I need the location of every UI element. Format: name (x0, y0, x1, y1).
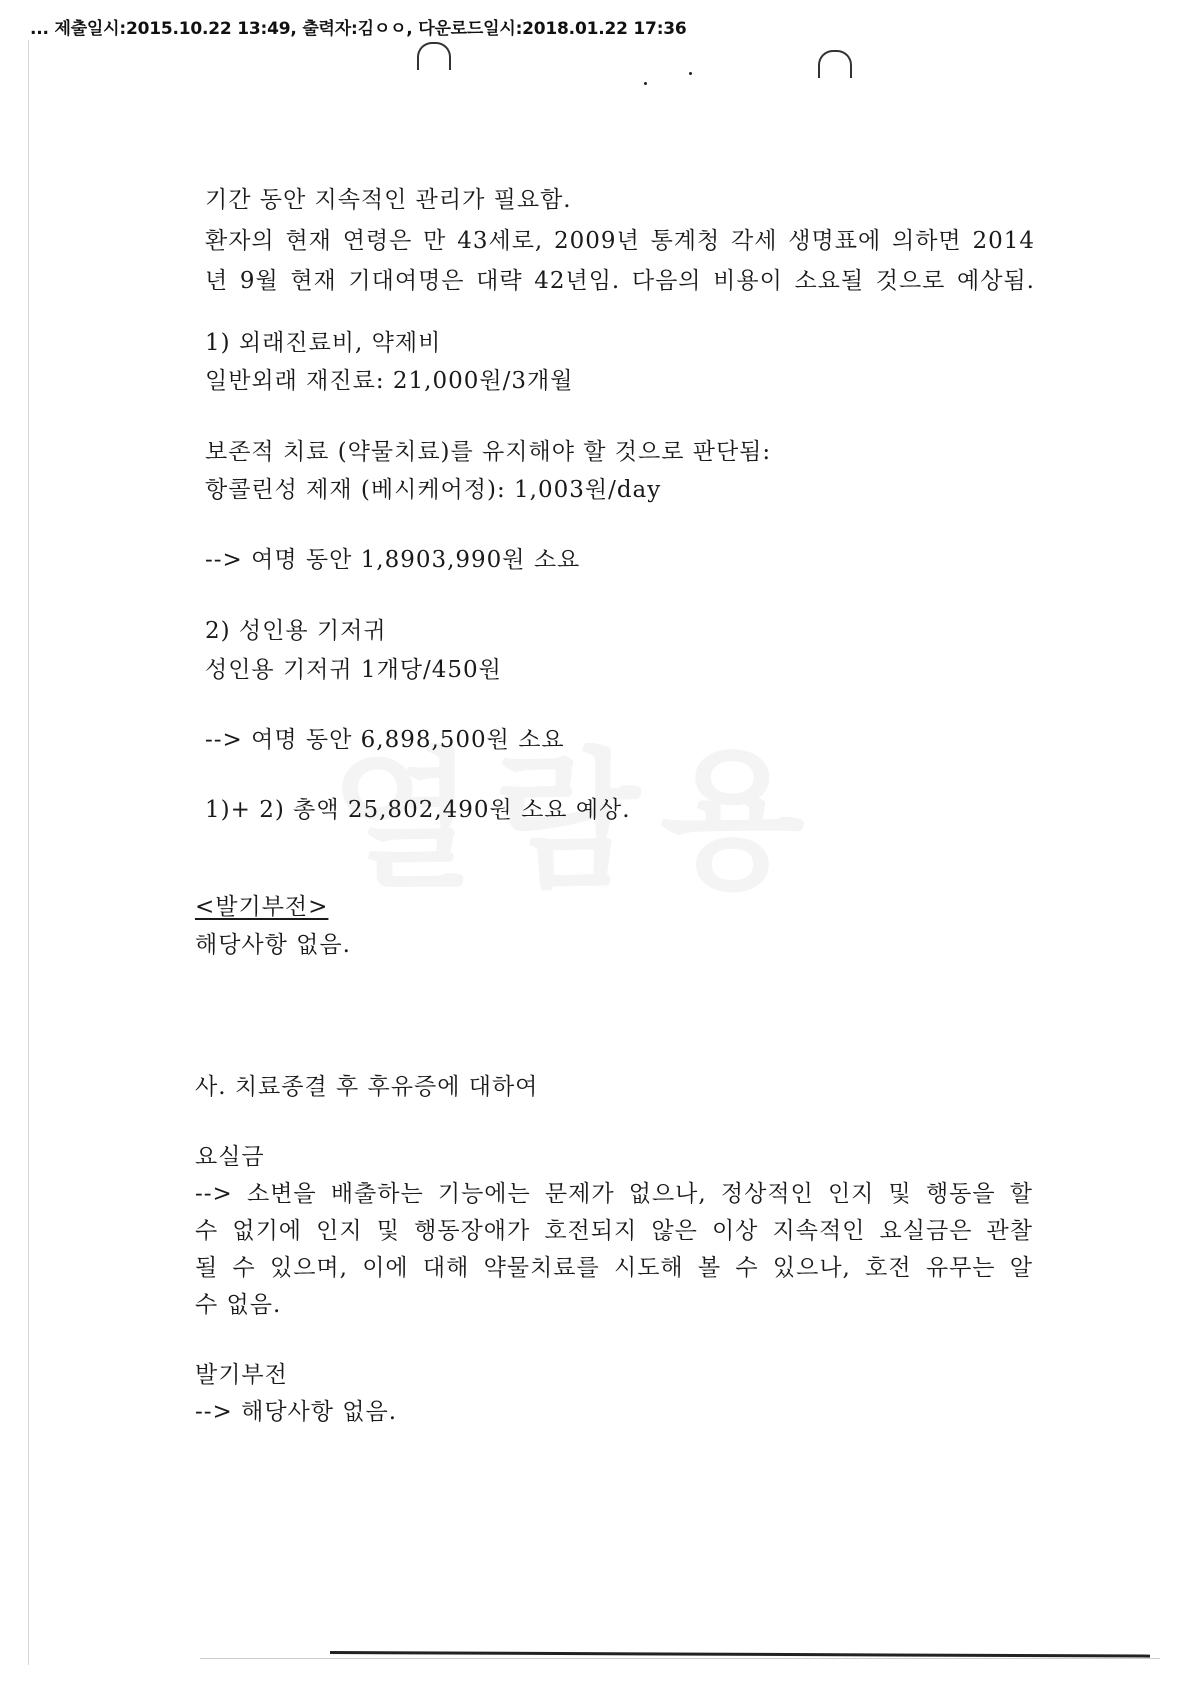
body-line: 기간 동안 지속적인 관리가 필요함. (205, 187, 572, 213)
page-bottom-shadow (200, 1658, 1160, 1659)
header-print-stamp: ... 제출일시:2015.10.22 13:49, 출력자:김ㅇㅇ, 다운로드일시:2018.01.22 17:36 (30, 19, 687, 39)
treatment-note: 보존적 치료 (약물치료)를 유지해야 할 것으로 판단됨: (205, 439, 772, 465)
body-line: --> 소변을 배출하는 기능에는 문제가 없으나, 정상적인 인지 및 행동을 할 (195, 1181, 1033, 1207)
cost-subtotal: --> 여명 동안 6,898,500원 소요 (205, 727, 565, 753)
body-line: 년 9월 현재 기대여명은 대략 42년임. 다음의 비용이 소요될 것으로 예상됨. (205, 268, 1035, 294)
section-text: 해당사항 없음. (195, 932, 351, 958)
section-heading: <발기부전> (195, 894, 329, 920)
scan-speck (689, 72, 692, 75)
body-line: 수 없기에 인지 및 행동장애가 호전되지 않은 이상 지속적인 요실금은 관찰 (195, 1218, 1033, 1244)
sub-heading: 발기부전 (195, 1362, 288, 1388)
cost-item-title: 2) 성인용 기저귀 (205, 618, 387, 644)
sub-heading: 요실금 (195, 1144, 265, 1170)
body-line: 수 없음. (195, 1292, 282, 1318)
section-heading: 사. 치료종결 후 후유증에 대하여 (195, 1074, 539, 1100)
body-line: 될 수 있으며, 이에 대해 약물치료를 시도해 볼 수 있으나, 호전 유무는 알 (195, 1255, 1033, 1281)
punch-hole-mark (417, 42, 451, 70)
body-line: 환자의 현재 연령은 만 43세로, 2009년 통계청 각세 생명표에 의하면 2014 (205, 228, 1035, 254)
scan-page-edge (28, 40, 29, 1665)
cost-item-detail: 일반외래 재진료: 21,000원/3개월 (205, 368, 574, 394)
cost-subtotal: --> 여명 동안 1,8903,990원 소요 (205, 547, 581, 573)
page-bottom-rule (330, 1651, 1150, 1658)
punch-hole-mark (818, 50, 852, 78)
cost-item-title: 1) 외래진료비, 약제비 (205, 330, 442, 356)
cost-item-detail: 성인용 기저귀 1개당/450원 (205, 657, 502, 683)
drug-cost: 항콜린성 제재 (베시케어정): 1,003원/day (205, 477, 662, 503)
scan-speck (644, 82, 647, 85)
section-text: --> 해당사항 없음. (195, 1399, 398, 1425)
cost-grand-total: 1)+ 2) 총액 25,802,490원 소요 예상. (205, 797, 631, 823)
